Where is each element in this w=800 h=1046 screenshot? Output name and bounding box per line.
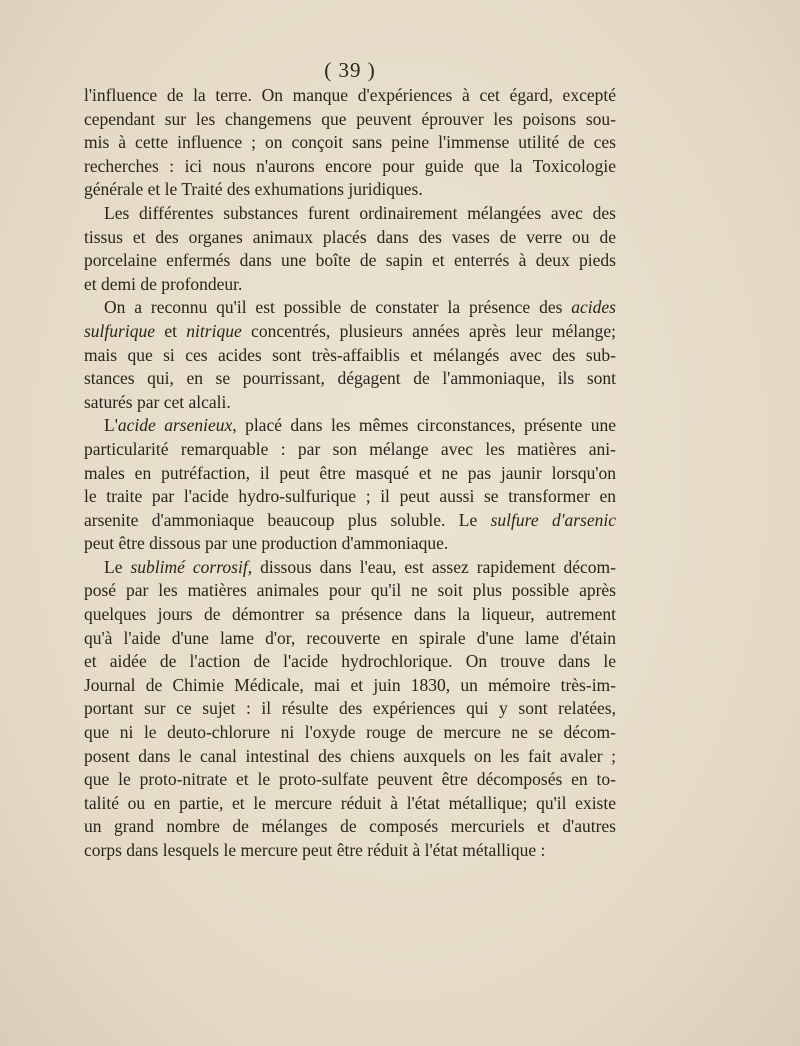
text-run: que le proto-nitrate et le proto-sulfate peuvent être décomposés en to- (84, 769, 616, 790)
text-run: mais que si ces acides sont très-affaiblis et mélangés avec des sub- (84, 344, 616, 365)
italic-run: sulfurique (84, 320, 155, 341)
text-line (84, 391, 616, 415)
text-line (84, 697, 616, 721)
text-run: On a reconnu qu'il est possible de constater la présence des (104, 297, 572, 318)
italic-run: acide arsenieux (117, 415, 233, 436)
text-run: posent dans le canal intestinal des chiens auxquels on les fait avaler ; (84, 745, 616, 766)
text-line (84, 367, 616, 391)
text-line (84, 721, 616, 745)
text-line (84, 815, 616, 839)
text-line (84, 603, 616, 627)
text-run: peut être dissous par une production d'ammoniaque. (84, 533, 449, 554)
text-line (84, 84, 616, 108)
text-run: générale et le Traité des exhumations juridiques. (84, 179, 423, 200)
body-text (84, 84, 616, 863)
text-line (84, 438, 616, 462)
text-run: corps dans lesquels le mercure peut être réduit à l'état métallique : (84, 840, 546, 860)
text-line (84, 178, 616, 202)
text-line (84, 579, 616, 603)
text-run: et demi de profondeur. (84, 273, 243, 294)
text-run: L' (104, 415, 118, 436)
text-line (84, 131, 616, 155)
text-line (84, 792, 616, 816)
text-run: quelques jours de démontrer sa présence dans la liqueur, autrement (84, 604, 616, 625)
text-run: Journal de Chimie Médicale, mai et juin 1830, un mémoire très-im- (84, 674, 616, 695)
text-line (84, 462, 616, 486)
text-run: que ni le deuto-chlorure ni l'oxyde rouge de mercure ne se décom- (84, 722, 616, 743)
italic-run: nitrique (186, 320, 242, 341)
text-line (84, 202, 616, 226)
text-line (84, 296, 616, 320)
text-line (84, 745, 616, 769)
text-run: mis à cette influence ; on conçoit sans peine l'immense utilité de ces (84, 132, 616, 153)
text-line (84, 509, 616, 533)
page-number: ( 39 ) (324, 58, 376, 82)
text-run: males en putréfaction, il peut être masqué et ne pas jaunir lorsqu'on (84, 462, 616, 483)
text-run: porcelaine enfermés dans une boîte de sapin et enterrés à deux pieds (84, 250, 616, 271)
text-run: le traite par l'acide hydro-sulfurique ; il peut aussi se transformer en (84, 486, 616, 507)
text-run: cependant sur les changemens que peuvent éprouver les poisons sou- (84, 108, 616, 129)
text-line (84, 414, 616, 438)
text-run: Le (104, 556, 131, 577)
text-run: , placé dans les mêmes circonstances, présente une (232, 415, 616, 436)
text-run: l'influence de la terre. On manque d'expériences à cet égard, excepté (84, 85, 616, 105)
text-line (84, 320, 616, 344)
text-run: portant sur ce sujet : il résulte des expériences qui y sont relatées, (84, 698, 616, 719)
text-run: un grand nombre de mélanges de composés mercuriels et d'autres (84, 816, 616, 837)
text-run: Les différentes substances furent ordinairement mélangées avec des (104, 202, 616, 223)
text-line (84, 532, 616, 556)
text-run: et aidée de l'action de l'acide hydrochlorique. On trouve dans le (84, 651, 616, 672)
text-run: talité ou en partie, et le mercure réduit à l'état métallique; qu'il existe (84, 792, 616, 813)
italic-run: sulfure d'arsenic (490, 509, 616, 530)
text-line (84, 556, 616, 580)
text-line (84, 485, 616, 509)
text-run: et (154, 320, 187, 341)
text-line (84, 768, 616, 792)
text-line (84, 344, 616, 368)
text-line (84, 839, 616, 863)
text-run: recherches : ici nous n'aurons encore pour guide que la Toxicologie (84, 155, 616, 176)
text-line (84, 226, 616, 250)
text-line (84, 650, 616, 674)
text-line (84, 155, 616, 179)
text-line (84, 674, 616, 698)
text-run: qu'à l'aide d'une lame d'or, recouverte en spirale d'une lame d'étain (84, 627, 616, 648)
text-run: particularité remarquable : par son mélange avec les matières ani- (84, 438, 616, 459)
text-line (84, 249, 616, 273)
italic-run: sublimé corrosif (130, 556, 248, 577)
text-run: stances qui, en se pourrissant, dégagent de l'ammoniaque, ils sont (84, 368, 616, 389)
italic-run: acides (571, 297, 616, 318)
text-run: concentrés, plusieurs années après leur mélange; (241, 320, 616, 341)
text-line (84, 273, 616, 297)
text-line (84, 108, 616, 132)
text-run: , dissous dans l'eau, est assez rapidement décom- (247, 556, 616, 577)
text-run: posé par les matières animales pour qu'il ne soit plus possible après (84, 580, 616, 601)
text-run: arsenite d'ammoniaque beaucoup plus soluble. Le (84, 509, 491, 530)
text-line (84, 627, 616, 651)
text-run: saturés par cet alcali. (84, 391, 231, 412)
text-run: tissus et des organes animaux placés dans des vases de verre ou de (84, 226, 616, 247)
